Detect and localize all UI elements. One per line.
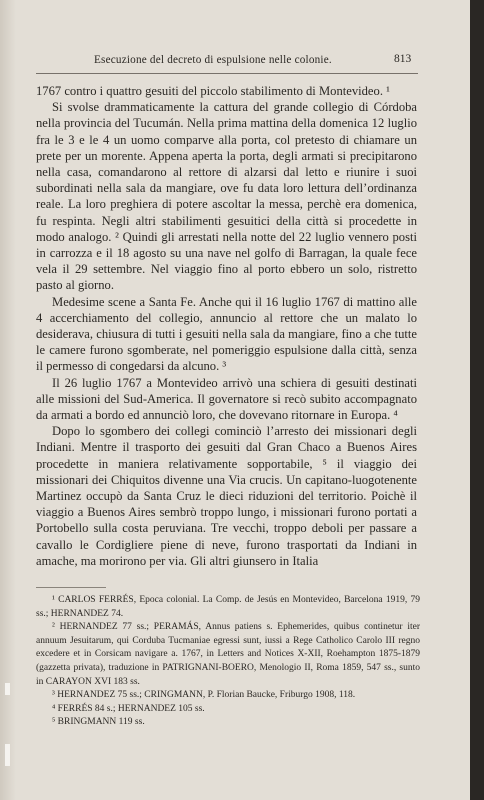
- footnote-separator: [36, 587, 106, 588]
- footnotes: [36, 594, 420, 730]
- page-number: 813: [394, 53, 412, 65]
- scan-margin-mark: [5, 744, 10, 766]
- paragraph: Dopo lo sgombero dei collegi cominciò l’arresto dei missionari degli Indiani. Mentre il trasporto dei gesuiti dal Gran Chaco a Buenos Aires procedette in maniera relativamente sopportabile, ⁵ il viaggio dei missionari dei Chiquitos divenne una Via crucis. Un capitano-luogotenente Martinez occupò da Santa Cruz le dieci riduzioni del territorio. Poichè il viaggio a Buenos Aires sembrò troppo lungo, i missionari furono portati a Portobello sulla costa peruviana. Tre vecchi, troppo deboli per passare a cavallo le Cordigliere piene di neve, furono trasportati da Indiani in amache, ma morirono per via. Gli altri giunsero in Italia: [36, 424, 417, 568]
- paragraph: 1767 contro i quattro gesuiti del piccolo stabilimento di Montevideo. ¹: [36, 84, 390, 98]
- scan-margin-mark: [5, 683, 10, 695]
- header-rule: [36, 73, 418, 74]
- footnote: ⁴ FERRÉS 84 s.; HERNANDEZ 105 ss.: [52, 703, 205, 714]
- paragraph: Il 26 luglio 1767 a Montevideo arrivò una schiera di gesuiti destinati alle missioni del Sud-America. Il governatore si recò subito accompagnato da armati a bordo ed annunciò loro, che dovevano ritornare in Europa. ⁴: [36, 375, 417, 423]
- footnote: ² HERNANDEZ 77 ss.; PERAMÁS, Annus patiens s. Ephemerides, quibus continetur iter annuum Jesuitarum, qui Corduba Tucmaniae egressi sunt, iussi a Rege Catholico Carolo III regno excedere et in Corsicam navigare a. 1767, in Letters and Notices X-XII, Roehampton 1875-1879 (gazzetta privata), traduzione in PATRIGNANI-BOERO, Menologio II, Roma 1859, 547 ss., sunto in CARAYON XVI 183 ss.: [36, 622, 420, 687]
- paragraph: Si svolse drammaticamente la cattura del grande collegio di Córdoba nella provincia del Tucumán. Nella prima mattina della domenica 12 luglio fra le 3 e le 4 un uomo comparve alla porta, col pretesto di chiamare un prete per un morente. Appena aperta la porta, degli armati si precipitarono nella casa, comandarono al rettore di alzarsi dal letto e riunire i suoi subordinati nella sala da mangiare, ove fu data loro lettura dell’ordinanza reale. La loro preghiera di potere ascoltar la messa, perchè era domenica, fu respinta. Negli altri stabilimenti gesuitici della città si procedette in modo analogo. ² Quindi gli arrestati nella notte del 22 luglio vennero posti in carrozza e il 18 agosto su una nave nel golfo di Barragan, la quale fece vela il 29 settembre. Nel viaggio fino al porto ebbero un solo, ristretto pasto al giorno.: [36, 100, 417, 293]
- page-gutter-shadow: [0, 0, 16, 800]
- main-text: [36, 83, 417, 569]
- footnote: ⁵ BRINGMANN 119 ss.: [52, 717, 145, 728]
- paragraph: Medesime scene a Santa Fe. Anche qui il 16 luglio 1767 di mattino alle 4 accerchiamento del collegio, annuncio al rettore che un malato lo desiderava, chiusura di tutti i gesuiti nella sala da mangiare, fino a che tutte le camere furono sgomberate, nel pomeriggio espulsione dalla città, senza il permesso di congedarsi da alcuno. ³: [36, 294, 417, 374]
- running-header: Esecuzione del decreto di espulsione nelle colonie.: [94, 54, 332, 66]
- footnote: ¹ CARLOS FERRÉS, Epoca colonial. La Comp. de Jesús en Montevideo, Barcelona 1919, 79 ss.; HERNANDEZ 74.: [36, 595, 420, 619]
- footnote: ³ HERNANDEZ 75 ss.; CRINGMANN, P. Florian Baucke, Friburgo 1908, 118.: [52, 690, 356, 701]
